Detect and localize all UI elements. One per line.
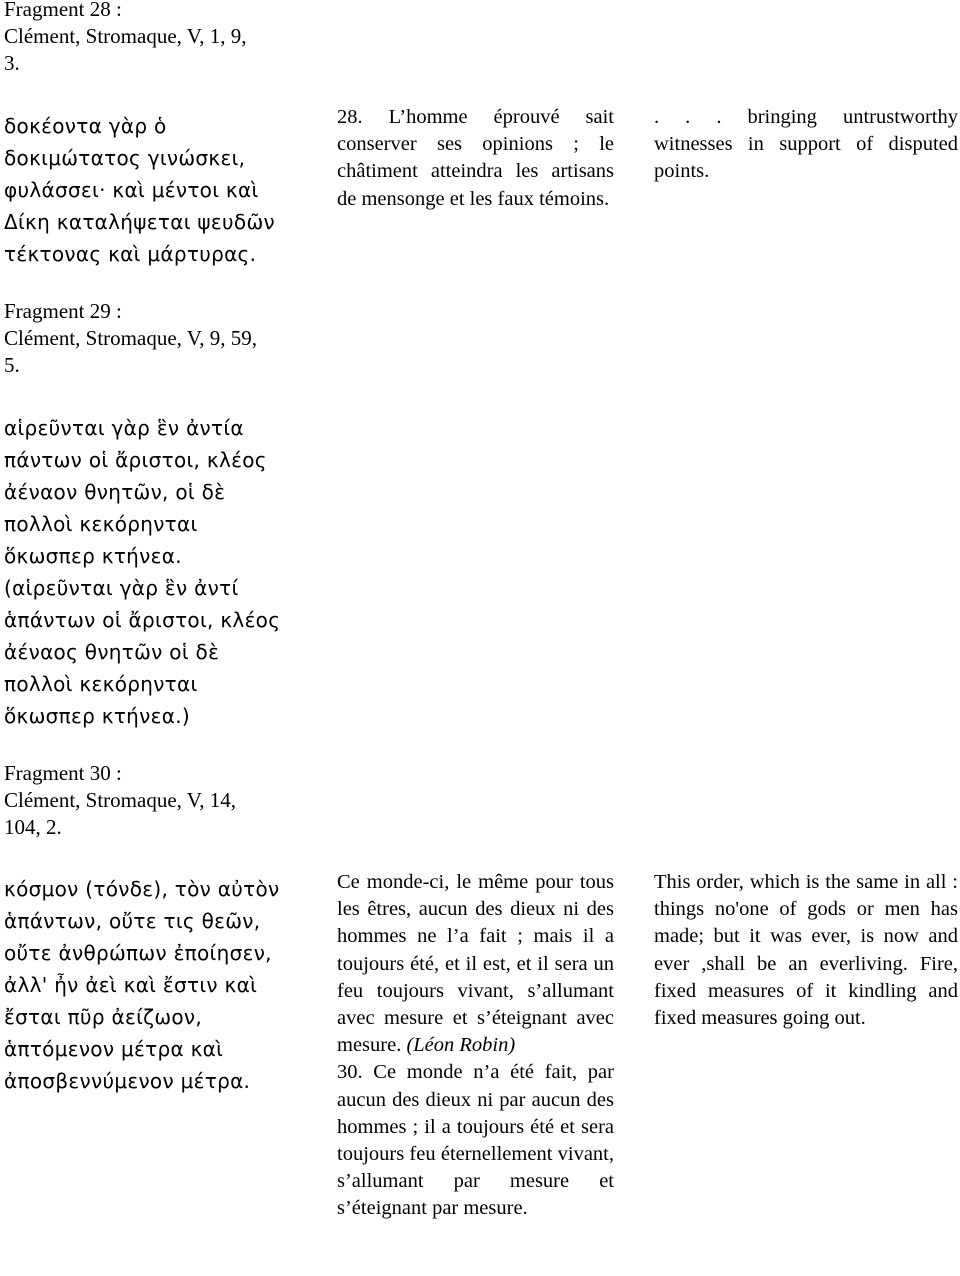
greek-line: Δίκη καταλήψεται ψευδῶν [4, 210, 275, 234]
fragment-30-english-translation: This order, which is the same in all : things no'one of gods or men has made; but it was ever, is now and ever ,shall be an everliving. Fire, fixed measures of it kindling and fixed measures going out. [654, 871, 958, 1030]
translation-text: Ce monde-ci, le même pour tous les êtres, aucun des dieux ni des hommes ne l’a fait ; mais il a toujours été, et il est, et il sera un feu toujours vivant, s’allumant avec mesure et s’éteignant avec mesure. [337, 871, 614, 1057]
reference-line: 104, 2. [4, 815, 62, 839]
fragment-29-greek-text [4, 412, 324, 732]
greek-line: ὅκωσπερ κτήνεα. [4, 544, 182, 568]
reference-line: Fragment 29 : [4, 299, 122, 323]
greek-line: ἀποσβεννύμενον μέτρα. [4, 1069, 251, 1093]
reference-line: Clément, Stromaque, V, 1, 9, [4, 24, 247, 48]
greek-line: πολλοὶ κεκόρηνται [4, 672, 198, 696]
reference-line: Fragment 30 : [4, 761, 122, 785]
greek-line: ἀλλ' ἦν ἀεὶ καὶ ἔστιν καὶ [4, 973, 258, 997]
greek-line: ὅκωσπερ κτήνεα.) [4, 704, 190, 728]
fragment-28-reference [4, 0, 324, 77]
reference-line: 3. [4, 51, 20, 75]
fragment-28-french-translation: 28. L’homme éprouvé sait conserver ses opinions ; le châtiment atteindra les artisans de mensonge et les faux témoins. [337, 106, 614, 210]
greek-line: τέκτονας καὶ μάρτυρας. [4, 242, 257, 266]
greek-line: πάντων οἱ ἄριστοι, κλέος [4, 448, 267, 472]
greek-line: ἀέναον θνητῶν, οἱ δὲ [4, 480, 226, 504]
greek-line: κόσμον (τόνδε), τὸν αὐτὸν [4, 877, 280, 901]
greek-line: ἁπτόμενον μέτρα καὶ [4, 1037, 224, 1061]
greek-line: οὔτε ἀνθρώπων ἐποίησεν, [4, 941, 272, 965]
greek-line: (αἱρεῦνται γὰρ ἓν ἀντί [4, 576, 239, 600]
greek-line: δοκιμώτατος γινώσκει, [4, 146, 246, 170]
french-translation-alternate: 30. Ce monde n’a été fait, par aucun des dieux ni par aucun des hommes ; il a toujours été et sera toujours feu éternellement vivant, s’allumant par mesure et s’éteignant par mesure. [337, 1061, 614, 1220]
reference-line: Clément, Stromaque, V, 9, 59, [4, 326, 257, 350]
greek-line: αἱρεῦνται γὰρ ἓν ἀντία [4, 416, 244, 440]
fragment-28-greek-text [4, 110, 324, 270]
reference-line: Clément, Stromaque, V, 14, [4, 788, 236, 812]
translator-credit: (Léon Robin) [406, 1034, 516, 1057]
greek-line: ἔσται πῦρ ἀείζωον, [4, 1005, 203, 1029]
french-translation-robin [337, 869, 614, 1059]
fragment-30-reference [4, 760, 324, 841]
greek-line: πολλοὶ κεκόρηνται [4, 512, 198, 536]
reference-line: 5. [4, 353, 20, 377]
fragment-30-greek-text [4, 873, 324, 1097]
greek-line: δοκέοντα γὰρ ὁ [4, 114, 167, 138]
greek-line: ἁπάντων οἱ ἄριστοι, κλέος [4, 608, 281, 632]
fragment-29-reference [4, 298, 324, 379]
reference-line: Fragment 28 : [4, 0, 122, 21]
greek-line: φυλάσσει· καὶ μέντοι καὶ [4, 178, 259, 202]
fragment-28-english-translation: . . . bringing untrustworthy witnesses in support of disputed points. [654, 106, 958, 183]
greek-line: ἀέναος θνητῶν οἱ δὲ [4, 640, 220, 664]
fragment-30-french-translation [337, 869, 614, 1223]
greek-line: ἁπάντων, οὔτε τις θεῶν, [4, 909, 261, 933]
